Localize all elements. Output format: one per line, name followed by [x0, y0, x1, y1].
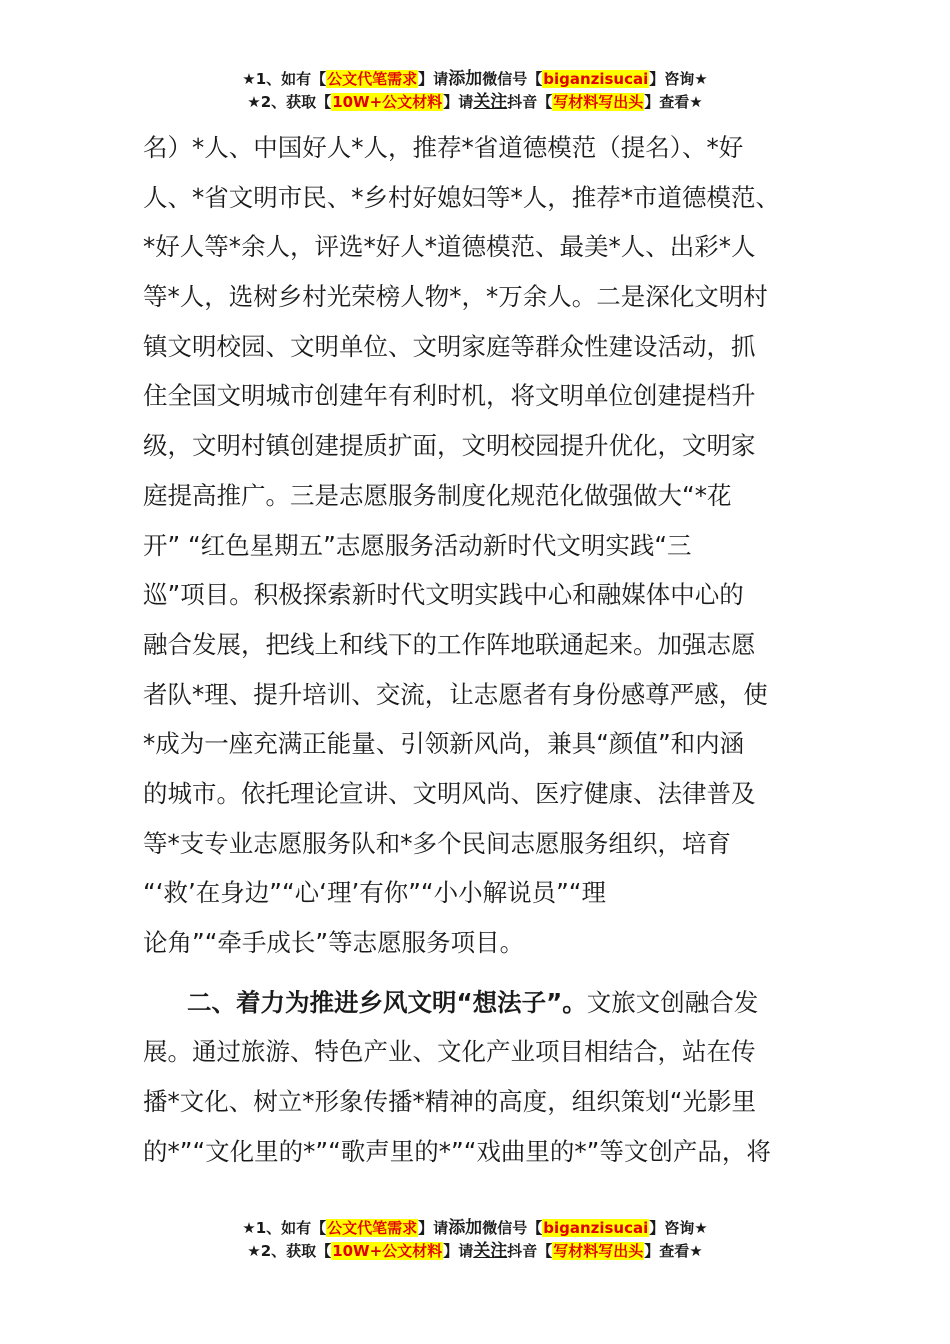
- promo-highlight: biganzisucai: [543, 1219, 649, 1237]
- promo-text: 微信号【: [482, 1219, 543, 1237]
- body-line: 巡”项目。积极探索新时代文明实践中心和融媒体中心的: [143, 580, 744, 610]
- body-line: 人、*省文明市民、*乡村好媳妇等*人，推荐*市道德模范、: [143, 182, 780, 212]
- body-line: 等*支专业志愿服务队和*多个民间志愿服务组织，培育: [143, 828, 731, 858]
- body-line: 名）*人、中国好人*人，推荐*省道德模范（提名）、*好: [143, 133, 744, 162]
- promo-header: [0, 68, 950, 114]
- promo-text: 】咨询★: [649, 70, 708, 88]
- promo-text: 抖音【: [507, 1242, 553, 1260]
- promo-text: ★1、如有【: [242, 70, 327, 88]
- body-line: *好人等*余人，评选*好人*道德模范、最美*人、出彩*人: [143, 232, 756, 262]
- body-line: 庭提高推广。三是志愿服务制度化规范化做强做大“*花: [143, 480, 732, 510]
- body-line: 开” “红色星期五”志愿服务活动新时代文明实践“三: [143, 530, 692, 560]
- promo-text: 】查看★: [644, 93, 703, 111]
- promo-emphasis: 添加: [448, 1218, 483, 1238]
- body-line: 论角”“牵手成长”等志愿服务项目。: [143, 928, 525, 957]
- section-heading: 二、着力为推进乡风文明“想法子”。: [187, 987, 587, 1017]
- promo-highlight: 写材料写出头: [553, 1242, 644, 1260]
- promo-text: 】查看★: [644, 1242, 703, 1260]
- promo-line-1: [0, 68, 950, 91]
- body-line: 融合发展，把线上和线下的工作阵地联通起来。加强志愿: [143, 629, 756, 659]
- body-line: *成为一座充满正能量、引领新风尚，兼具“颜值”和内涵: [143, 729, 745, 759]
- document-body: [143, 123, 809, 1176]
- promo-highlight: 10W+公文材料: [332, 93, 443, 111]
- promo-line-1: [0, 1217, 950, 1240]
- body-line: 播*文化、树立*形象传播*精神的高度，组织策划“光影里: [143, 1087, 756, 1117]
- promo-text: 】咨询★: [649, 1219, 708, 1237]
- body-line: 住全国文明城市创建年有利时机，将文明单位创建提档升: [143, 381, 756, 411]
- promo-text: 】请: [443, 93, 474, 111]
- promo-highlight: 写材料写出头: [553, 93, 644, 111]
- body-text: 文旅文创融合发: [586, 987, 759, 1017]
- body-line: 的城市。依托理论宣讲、文明风尚、医疗健康、法律普及: [143, 778, 756, 808]
- promo-line-2: [0, 1240, 950, 1263]
- promo-highlight: 公文代笔需求: [327, 1219, 418, 1237]
- section-2-first-line: [143, 978, 809, 1028]
- promo-emphasis: 关注: [473, 92, 508, 112]
- body-line: 者队*理、提升培训、交流，让志愿者有身份感尊严感，使: [143, 679, 768, 709]
- promo-emphasis: 关注: [473, 1241, 508, 1261]
- body-line: “‘救’在身边”“心‘理’有你”“小小解说员”“理: [143, 878, 606, 908]
- promo-text: 】请: [443, 1242, 474, 1260]
- body-line: 级，文明村镇创建提质扩面，文明校园提升优化，文明家: [143, 431, 756, 461]
- body-line: 展。通过旅游、特色产业、文化产业项目相结合，站在传: [143, 1037, 756, 1067]
- promo-highlight: 公文代笔需求: [327, 70, 418, 88]
- promo-text: ★1、如有【: [242, 1219, 327, 1237]
- promo-text: 微信号【: [482, 70, 543, 88]
- promo-text: 】请: [418, 70, 449, 88]
- body-line: 的*”“文化里的*”“歌声里的*”“戏曲里的*”等文创产品，将: [143, 1136, 771, 1166]
- body-line: 镇文明校园、文明单位、文明家庭等群众性建设活动，抓: [143, 331, 756, 361]
- promo-highlight: biganzisucai: [543, 70, 649, 88]
- promo-footer: [0, 1217, 950, 1263]
- promo-highlight: 10W+公文材料: [332, 1242, 443, 1260]
- promo-text: 】请: [418, 1219, 449, 1237]
- promo-text: 抖音【: [507, 93, 553, 111]
- promo-text: ★2、获取【: [247, 93, 332, 111]
- promo-line-2: [0, 91, 950, 114]
- promo-emphasis: 添加: [448, 69, 483, 89]
- body-line: 等*人，选树乡村光荣榜人物*，*万余人。二是深化文明村: [143, 282, 768, 312]
- promo-text: ★2、获取【: [247, 1242, 332, 1260]
